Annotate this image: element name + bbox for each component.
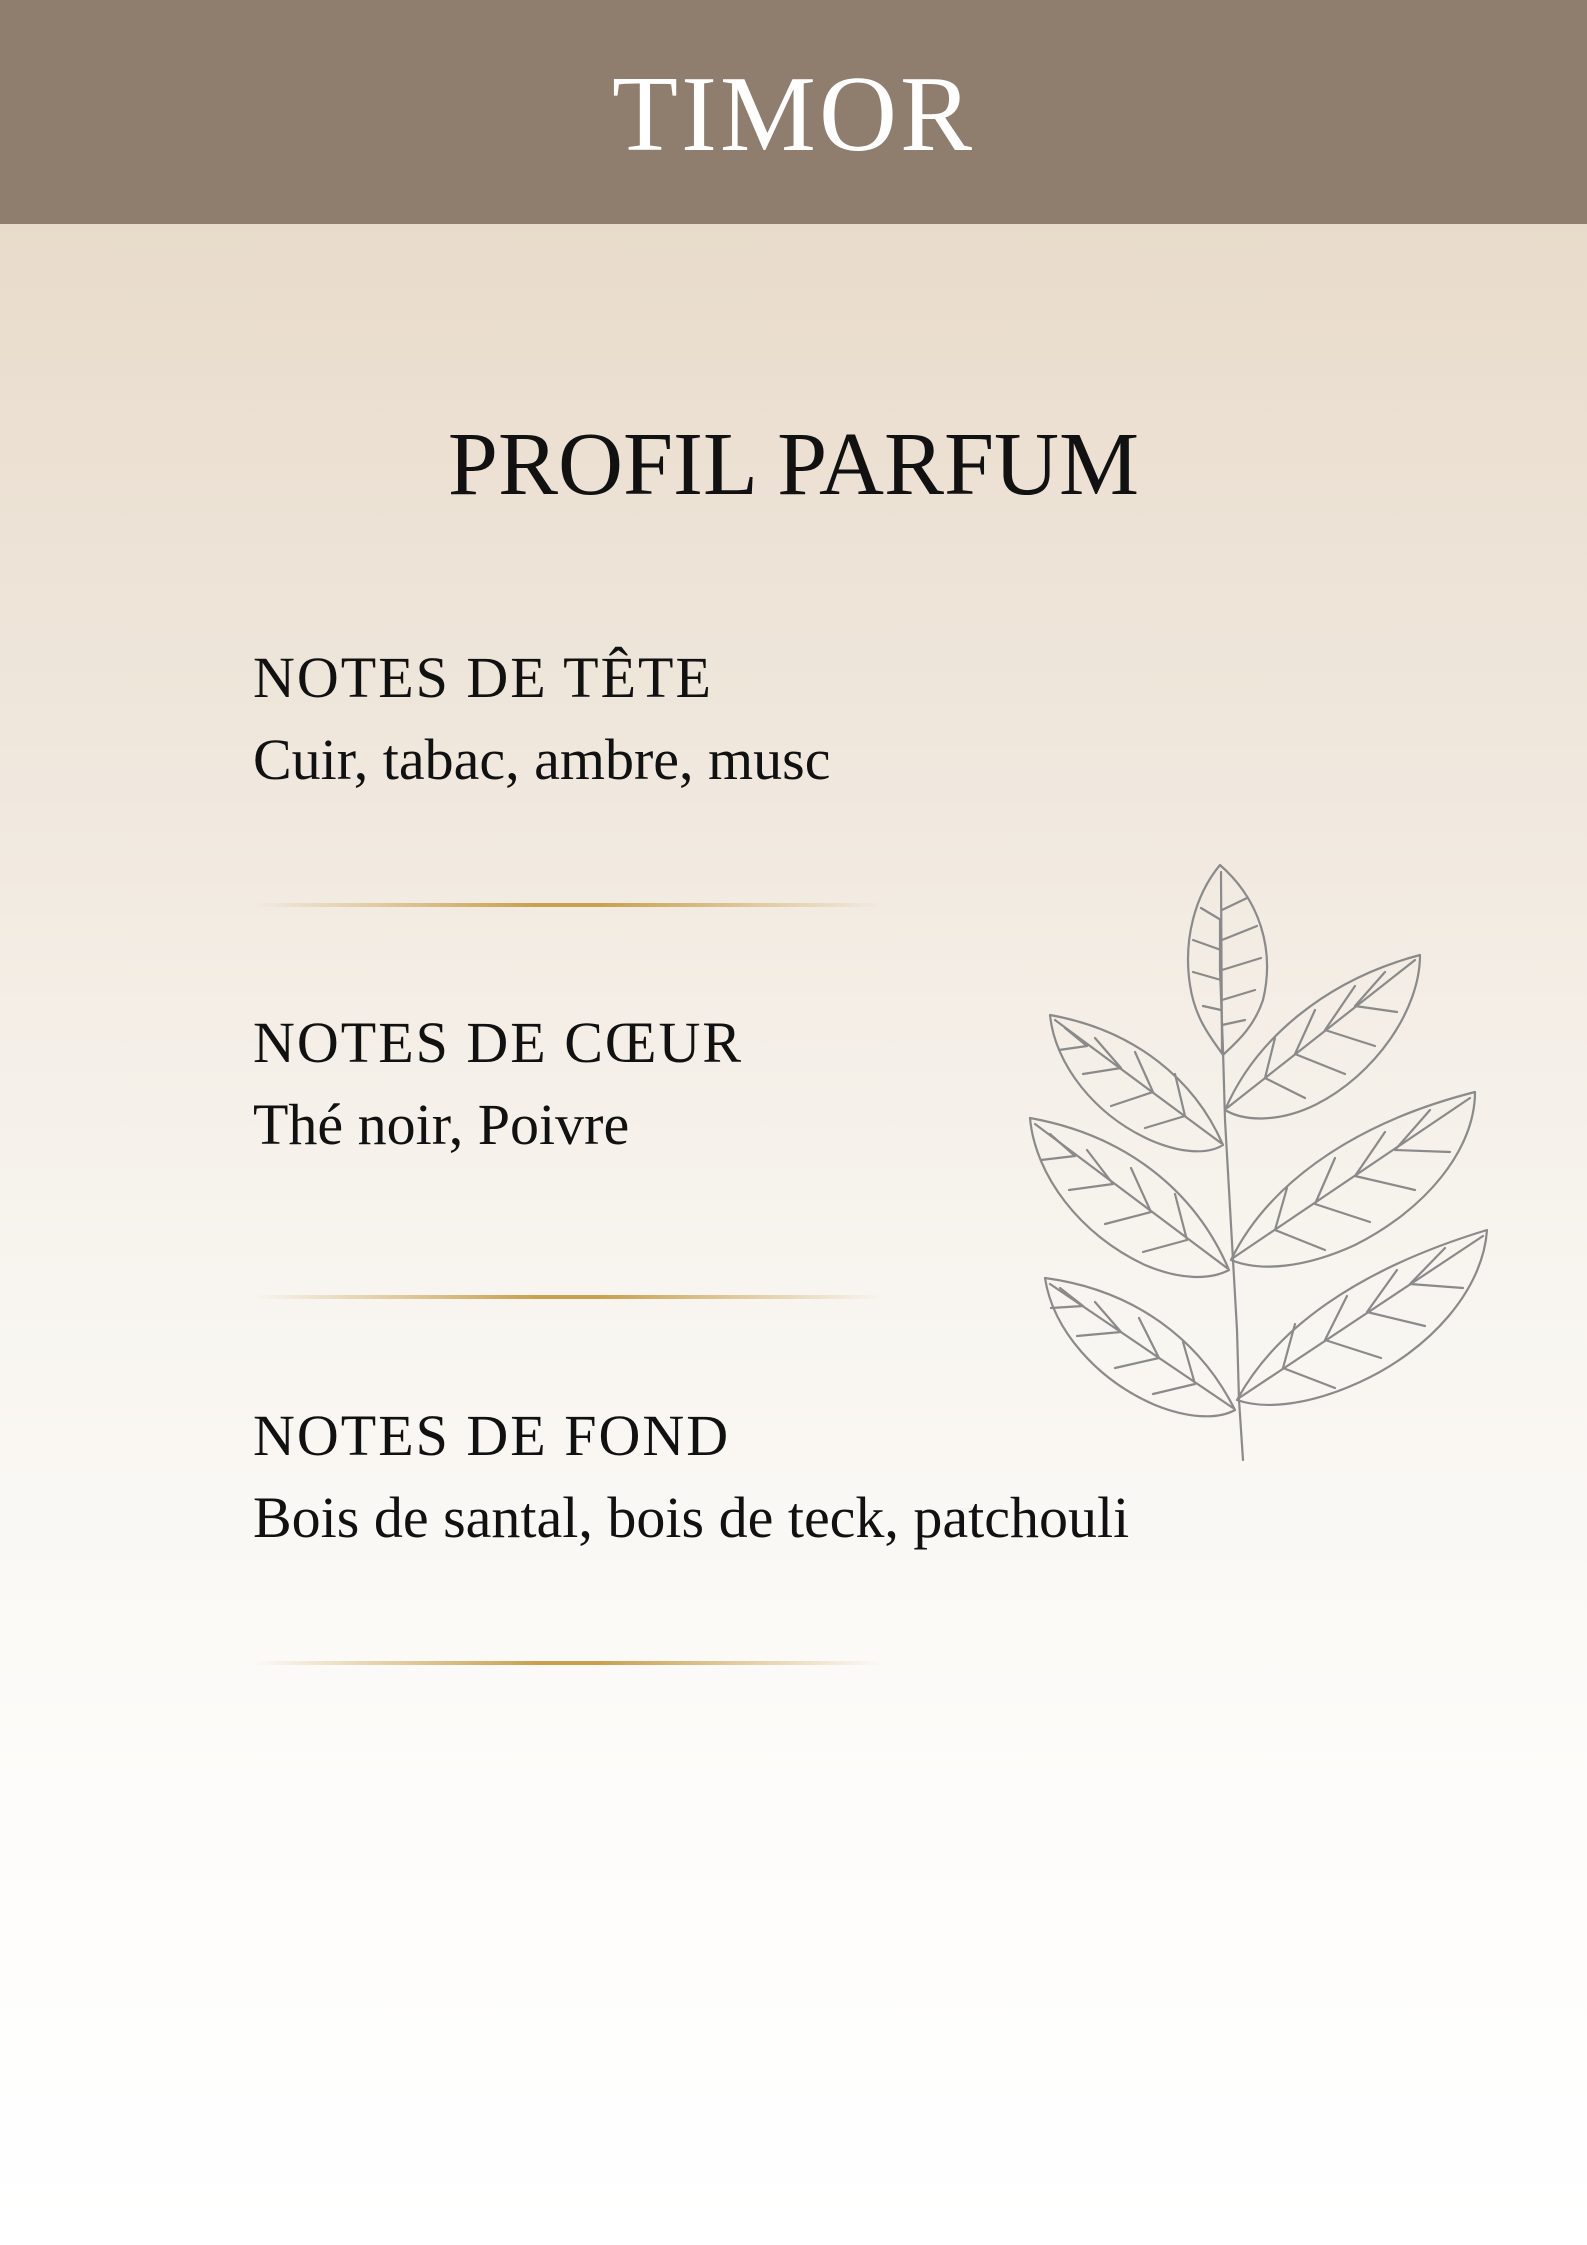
brand-title: TIMOR — [612, 55, 975, 174]
section-heading-top-notes: NOTES DE TÊTE — [253, 645, 713, 710]
page-title: PROFIL PARFUM — [447, 415, 1140, 514]
header-banner — [0, 0, 1587, 224]
section-text-heart-notes: Thé noir, Poivre — [253, 1092, 630, 1157]
section-heading-base-notes: NOTES DE FOND — [253, 1403, 731, 1468]
divider — [253, 1295, 883, 1299]
section-top-notes — [253, 645, 1303, 793]
section-heading-heart-notes: NOTES DE CŒUR — [253, 1010, 744, 1075]
section-text-base-notes: Bois de santal, bois de teck, patchouli — [253, 1485, 1130, 1550]
section-text-top-notes: Cuir, tabac, ambre, musc — [253, 727, 831, 792]
divider — [253, 1661, 883, 1665]
leaf-branch-icon — [1025, 860, 1495, 1465]
divider — [253, 903, 883, 907]
